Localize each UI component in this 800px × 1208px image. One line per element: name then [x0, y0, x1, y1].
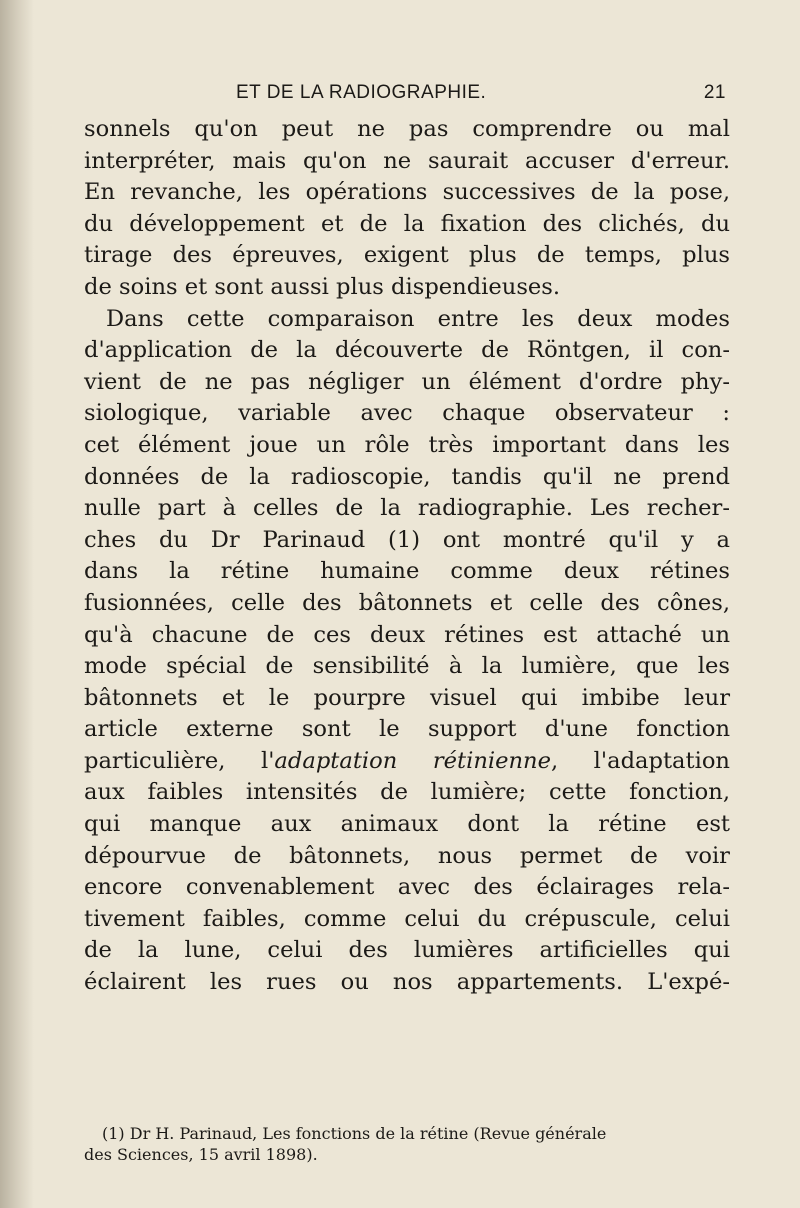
text-line: qu'à chacune de ces deux rétines est attaché un: [84, 621, 730, 648]
body-text: [84, 114, 730, 999]
text-line: éclairent les rues ou nos appartements. L'expé-: [84, 969, 730, 996]
text-line: vient de ne pas négliger un élément d'ordre phy-: [84, 368, 730, 395]
text-line: dépourvue de bâtonnets, nous permet de voir: [84, 842, 730, 869]
text-line: bâtonnets et le pourpre visuel qui imbibe leur: [84, 684, 730, 711]
text-line: tirage des épreuves, exigent plus de temps, plus: [84, 242, 730, 269]
text-line: fusionnées, celle des bâtonnets et celle des cônes,: [84, 589, 730, 616]
text-line: article externe sont le support d'une fonction: [84, 716, 730, 743]
text-line: du développement et de la fixation des clichés, du: [84, 210, 730, 237]
text-line: cet élément joue un rôle très important dans les: [84, 431, 730, 458]
text-line: qui manque aux animaux dont la rétine est: [84, 811, 730, 838]
running-head: ET DE LA RADIOGRAPHIE.: [236, 82, 487, 103]
text-line: En revanche, les opérations successives de la pose,: [84, 179, 730, 206]
text-line: nulle part à celles de la radiographie. Les recher-: [84, 495, 730, 522]
text-line: siologique, variable avec chaque observateur :: [84, 400, 730, 427]
text-line: sonnels qu'on peut ne pas comprendre ou mal: [84, 116, 730, 142]
text-line: tivement faibles, comme celui du crépuscule, celui: [84, 905, 730, 932]
page-number: 21: [703, 82, 726, 103]
text-line: particulière, l'adaptation rétinienne, l'adaptation: [84, 747, 730, 774]
text-line: données de la radioscopie, tandis qu'il ne prend: [84, 463, 730, 490]
footnote-line: (1) Dr H. Parinaud, Les fonctions de la rétine (Revue générale: [102, 1124, 607, 1143]
text-line: encore convenablement avec des éclairages rela-: [84, 874, 730, 901]
text-line: interpréter, mais qu'on ne saurait accuser d'erreur.: [84, 147, 730, 174]
text-line: dans la rétine humaine comme deux rétines: [84, 558, 730, 585]
footnote: [84, 1123, 730, 1165]
text-line: ches du Dr Parinaud (1) ont montré qu'il y a: [84, 526, 730, 553]
text-line: de la lune, celui des lumières artificielles qui: [84, 937, 730, 964]
text-line: aux faibles intensités de lumière; cette fonction,: [84, 779, 730, 806]
text-line: d'application de la découverte de Röntgen, il con-: [84, 337, 730, 364]
text-line: de soins et sont aussi plus dispendieuses.: [84, 273, 561, 300]
text-line: mode spécial de sensibilité à la lumière, que les: [84, 653, 730, 680]
text-line: Dans cette comparaison entre les deux modes: [106, 305, 730, 332]
footnote-line: des Sciences, 15 avril 1898).: [84, 1145, 318, 1164]
